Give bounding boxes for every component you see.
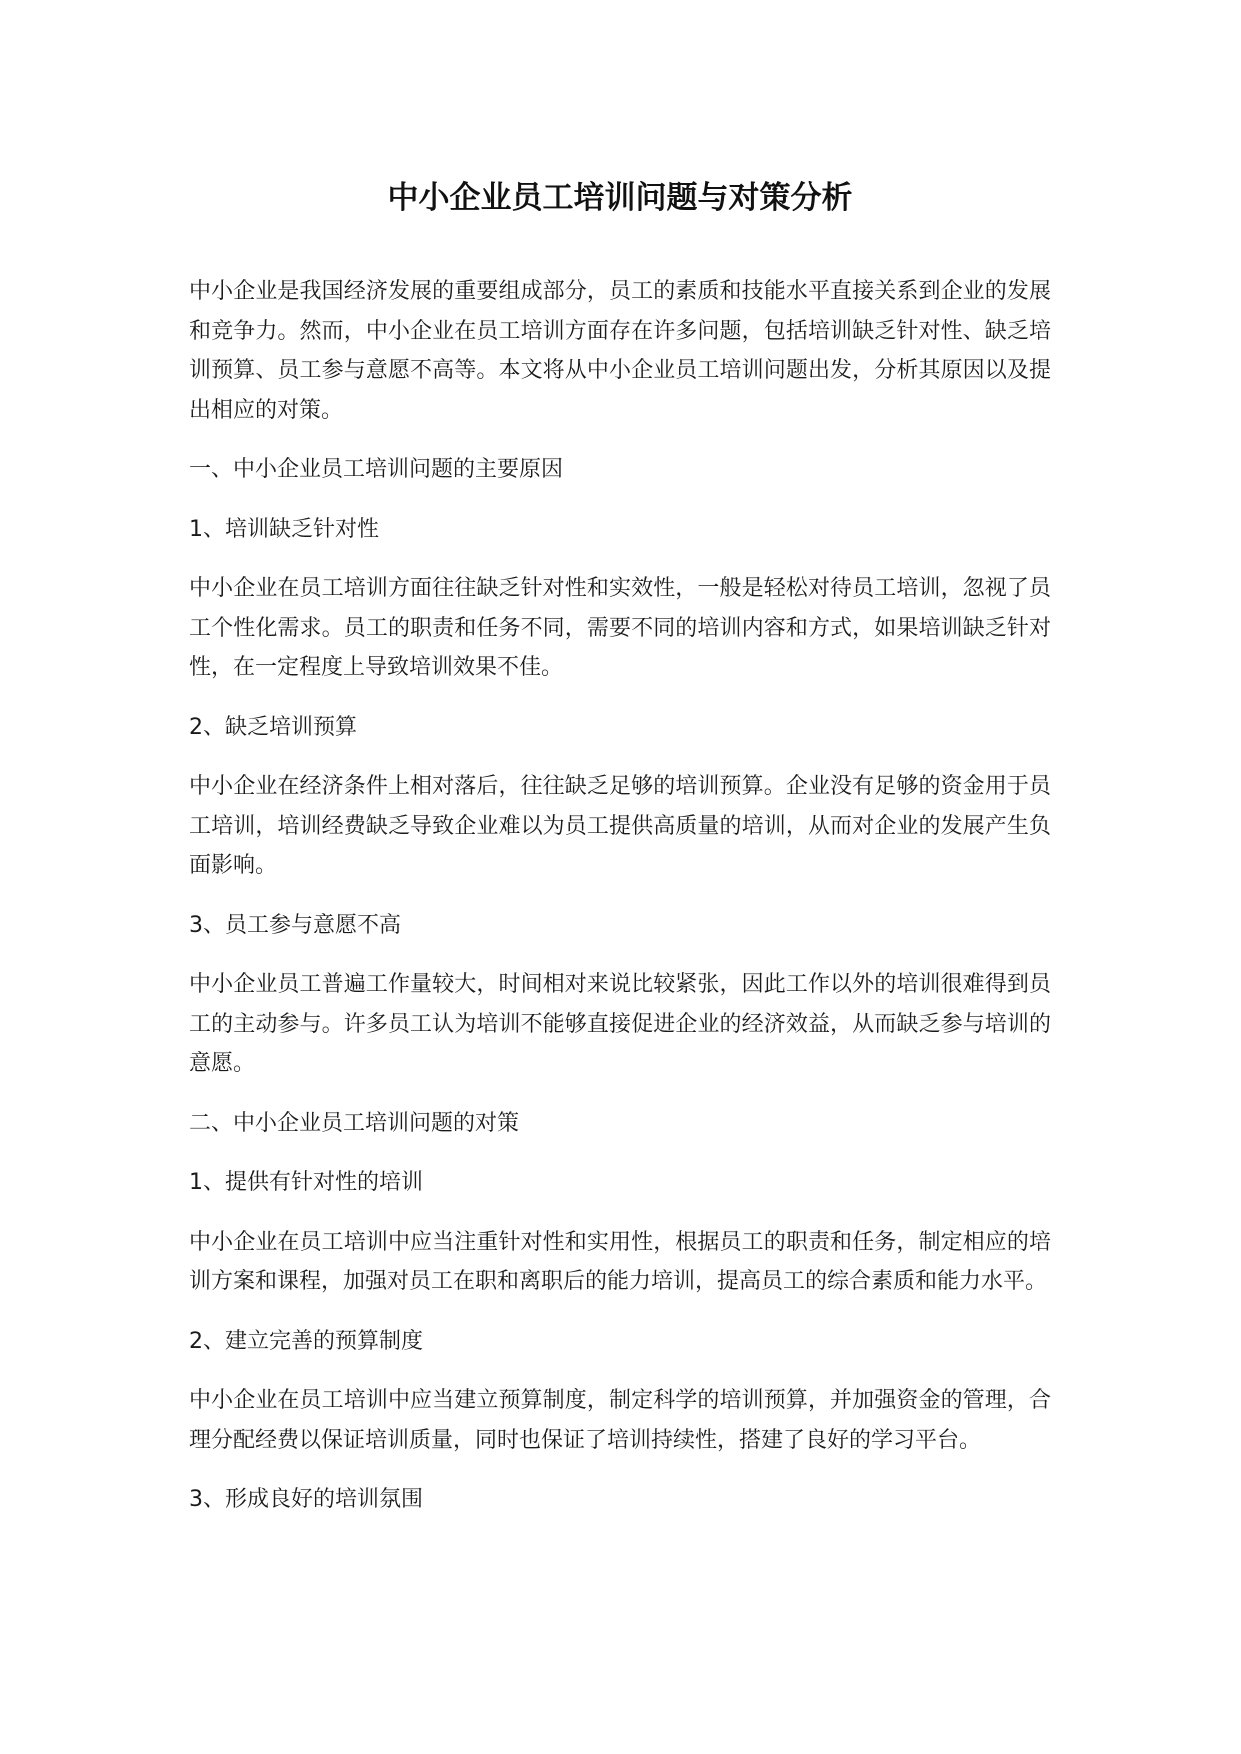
section-1-item-2-heading: 2、缺乏培训预算: [189, 714, 357, 740]
document-title: 中小企业员工培训问题与对策分析: [387, 180, 853, 216]
section-1-item-2-body: 中小企业在经济条件上相对落后，往往缺乏足够的培训预算。企业没有足够的资金用于员工培训，培训经费缺乏导致企业难以为员工提供高质量的培训，从而对企业的发展产生负面影响。: [189, 774, 1051, 878]
section-2-item-2-heading: 2、建立完善的预算制度: [189, 1328, 423, 1354]
section-2-item-1-heading: 1、提供有针对性的培训: [189, 1170, 423, 1195]
section-1-heading: 一、中小企业员工培训问题的主要原因: [189, 457, 564, 482]
section-1-item-1-heading: 1、培训缺乏针对性: [189, 516, 379, 542]
intro-paragraph: 中小企业是我国经济发展的重要组成部分，员工的素质和技能水平直接关系到企业的发展和竞争力。然而，中小企业在员工培训方面存在许多问题，包括培训缺乏针对性、缺乏培训预算、员工参与意愿不高等。本文将从中小企业员工培训问题出发，分析其原因以及提出相应的对策。: [189, 279, 1051, 423]
section-1-item-3-body: 中小企业员工普遍工作量较大，时间相对来说比较紧张，因此工作以外的培训很难得到员工的主动参与。许多员工认为培训不能够直接促进企业的经济效益，从而缺乏参与培训的意愿。: [189, 972, 1051, 1076]
section-2-heading: 二、中小企业员工培训问题的对策: [189, 1110, 520, 1136]
section-1-item-3-heading: 3、员工参与意愿不高: [189, 912, 401, 938]
document-body: [189, 178, 1051, 1540]
section-2-item-2-body: 中小企业在员工培训中应当建立预算制度，制定科学的培训预算，并加强资金的管理，合理分配经费以保证培训质量，同时也保证了培训持续性，搭建了良好的学习平台。: [189, 1388, 1051, 1453]
section-1-item-1-body: 中小企业在员工培训方面往往缺乏针对性和实效性，一般是轻松对待员工培训，忽视了员工个性化需求。员工的职责和任务不同，需要不同的培训内容和方式，如果培训缺乏针对性，在一定程度上导致培训效果不佳。: [189, 576, 1051, 680]
section-2-item-3-heading: 3、形成良好的培训氛围: [189, 1487, 423, 1512]
section-2-item-1-body: 中小企业在员工培训中应当注重针对性和实用性，根据员工的职责和任务，制定相应的培训方案和课程，加强对员工在职和离职后的能力培训，提高员工的综合素质和能力水平。: [189, 1229, 1051, 1294]
